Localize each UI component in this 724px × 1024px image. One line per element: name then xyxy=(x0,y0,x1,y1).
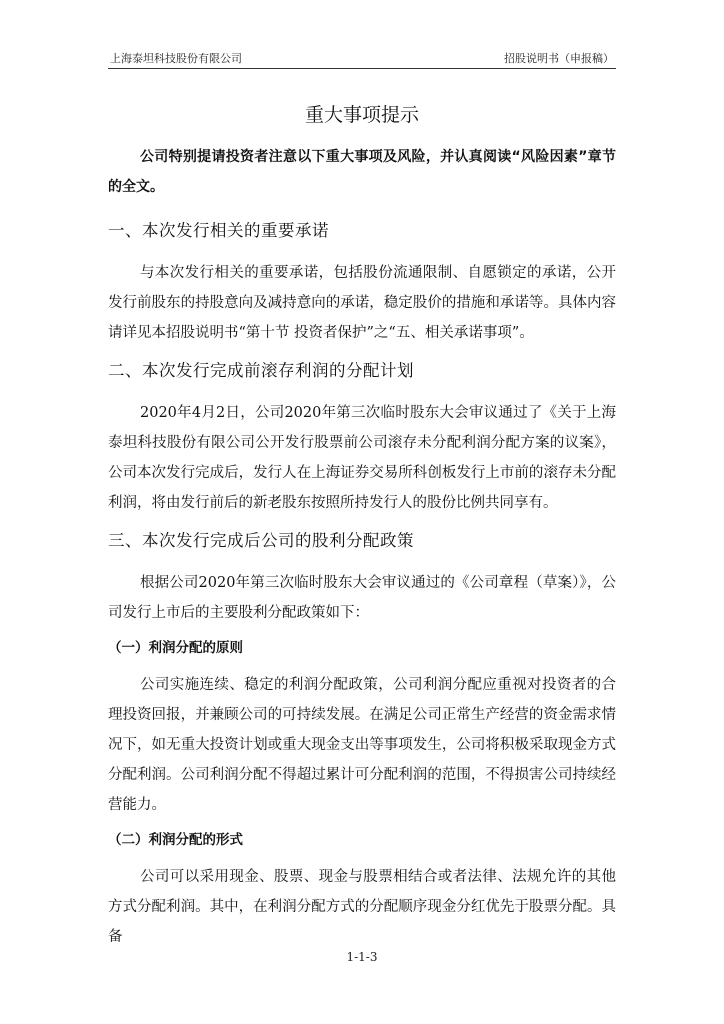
header-doc-type: 招股说明书（申报稿） xyxy=(504,52,614,65)
subsection-heading-1: （一）利润分配的原则 xyxy=(108,640,243,656)
intro-notice: 公司特别提请投资者注意以下重大事项及风险，并认真阅读“风险因素”章节的全文。 xyxy=(108,149,616,195)
section-heading-3: 三、本次发行完成后公司的股利分配政策 xyxy=(108,531,414,550)
page-header xyxy=(108,52,616,66)
section-2-paragraph: 2020年4月2日，公司2020年第三次临时股东大会审议通过了《关于上海泰坦科技股份有限公司公开发行股票前公司滚存未分配利润分配方案的议案》，公司本次发行完成后，发行人在上海证券交易所科创板发行上市前的滚存未分配利润，将由发行前后的新老股东按照所持发行人的股份比例共同享有。 xyxy=(108,405,616,511)
page-number: 1-1-3 xyxy=(346,950,378,964)
subsection-1-paragraph: 公司实施连续、稳定的利润分配政策，公司利润分配应重视对投资者的合理投资回报，并兼顾公司的可持续发展。在满足公司正常生产经营的资金需求情况下，如无重大投资计划或重大现金支出等事项发生，公司将积极采取现金方式分配利润。公司利润分配不得超过累计可分配利润的范围，不得损害公司持续经营能力。 xyxy=(108,677,616,813)
section-3-paragraph: 根据公司2020年第三次临时股东大会审议通过的《公司章程（草案）》，公司发行上市后的主要股利分配政策如下： xyxy=(108,575,616,621)
subsection-heading-2: （二）利润分配的形式 xyxy=(108,832,243,848)
section-heading-1: 一、本次发行相关的重要承诺 xyxy=(108,221,329,240)
header-divider xyxy=(108,68,616,69)
document-body xyxy=(108,100,616,952)
section-heading-2: 二、本次发行完成前滚存利润的分配计划 xyxy=(108,361,414,380)
page-title: 重大事项提示 xyxy=(304,104,419,126)
subsection-2-paragraph: 公司可以采用现金、股票、现金与股票相结合或者法律、法规允许的其他方式分配利润。其中，在利润分配方式的分配顺序现金分红优先于股票分配。具备 xyxy=(108,869,616,945)
header-company: 上海泰坦科技股份有限公司 xyxy=(110,52,242,65)
section-1-paragraph: 与本次发行相关的重要承诺，包括股份流通限制、自愿锁定的承诺，公开发行前股东的持股意向及减持意向的承诺，稳定股价的措施和承诺等。具体内容请详见本招股说明书“第十节 投资者保护”之“五、相关承诺事项”。 xyxy=(108,265,616,341)
